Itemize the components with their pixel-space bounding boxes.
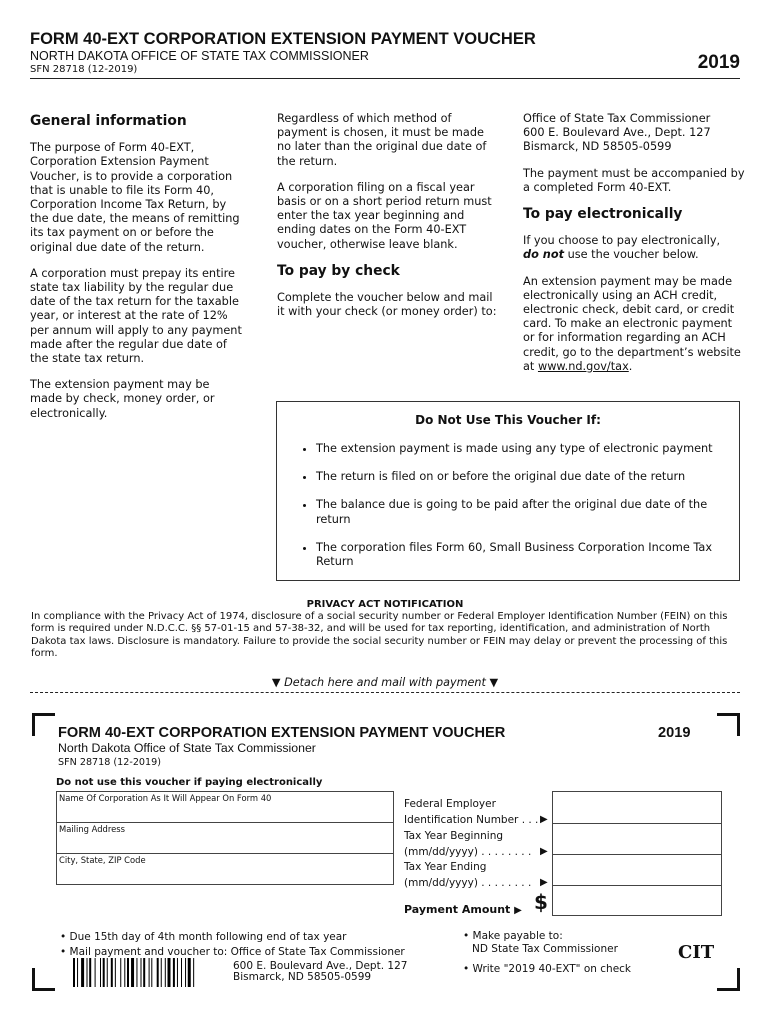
barcode-bar — [103, 958, 105, 987]
do-not-emphasis: do not — [523, 248, 564, 262]
end-label-1: Tax Year Ending — [404, 861, 487, 873]
barcode-bar — [111, 958, 113, 987]
barcode-bar — [181, 958, 182, 987]
address-line-2: 600 E. Boulevard Ave., Dept. 127 — [523, 126, 711, 140]
electronic-warning: Do not use this voucher if paying electronically — [56, 777, 323, 788]
barcode-bar — [120, 958, 121, 987]
corporation-name-field[interactable] — [56, 791, 394, 823]
payment-amount-text: Payment Amount — [404, 903, 511, 916]
mailing-address-field[interactable] — [56, 822, 394, 854]
corporation-name-label: Name Of Corporation As It Will Appear On Form 40 — [59, 793, 272, 803]
write-on-check-note: • Write "2019 40-EXT" on check — [463, 963, 632, 975]
payable-text-1: Make payable to: — [472, 930, 563, 942]
prepay-paragraph: A corporation must prepay its entire state tax liability by the regular due date of the tax return for the taxable year, or interest at the rate of 12% per annum will apply to any payment made after the regular due date of the state tax return. — [30, 266, 242, 366]
tax-year-ending-label — [404, 860, 554, 891]
barcode-bar — [100, 958, 101, 987]
barcode-bar — [81, 958, 84, 987]
barcode-bar — [131, 958, 134, 987]
arrow-icon: ▶ — [540, 846, 548, 857]
corner-mark-top-right — [717, 713, 740, 736]
electronic-payment-text: An extension payment may be made electronically using an ACH credit, electronic check, debit card, or credit card. To make an electronic payment or for information regarding an ACH credit, go to the department’s website at — [523, 274, 741, 373]
fein-label-2: Identification Number . . . — [404, 813, 539, 826]
barcode-bar — [87, 958, 88, 987]
pay-by-check-heading: To pay by check — [277, 262, 400, 279]
privacy-title: PRIVACY ACT NOTIFICATION — [306, 599, 464, 610]
payment-amount-input[interactable] — [552, 885, 722, 916]
corner-mark-bottom-right — [717, 968, 740, 991]
elec-text-b: use the voucher below. — [567, 248, 699, 262]
barcode-bar — [77, 958, 78, 987]
tax-year-ending-input[interactable] — [552, 854, 722, 886]
address-line-3: Bismarck, ND 58505-0599 — [523, 140, 672, 154]
barcode-bar — [73, 958, 75, 987]
form-title: FORM 40-EXT CORPORATION EXTENSION PAYMENT VOUCHER — [30, 30, 536, 48]
deadline-paragraph: Regardless of which method of payment is chosen, it must be made no later than the original due date of the return. — [277, 112, 487, 168]
fein-input[interactable] — [552, 791, 722, 824]
list-item: • The balance due is going to be paid after the original due date of the return — [316, 498, 721, 526]
due-date-text: Due 15th day of 4th month following end of tax year — [69, 931, 347, 943]
barcode-bar — [151, 958, 152, 987]
list-item: • The corporation files Form 60, Small Business Corporation Income Tax Return — [316, 541, 721, 569]
barcode-bar — [149, 958, 150, 987]
list-item: • The extension payment is made using any type of electronic payment — [316, 442, 721, 456]
begin-label-2: (mm/dd/yyyy) . . . . . . . . — [404, 845, 532, 858]
barcode-bar — [185, 958, 186, 987]
mail-to-note: • Mail payment and voucher to: Office of State Tax Commissioner — [60, 946, 405, 958]
barcode-bar — [143, 958, 145, 987]
pay-by-check-paragraph: Complete the voucher below and mail it with your check (or money order) to: — [277, 291, 497, 319]
detach-instruction: ▼ Detach here and mail with payment ▼ — [271, 676, 499, 689]
form-code: CIT — [678, 942, 715, 963]
payment-amount-label — [404, 903, 522, 916]
barcode-bar — [168, 958, 171, 987]
mail-to-addr2: 600 E. Boulevard Ave., Dept. 127 — [233, 960, 408, 972]
pay-electronically-heading: To pay electronically — [523, 206, 683, 223]
city-state-zip-field[interactable] — [56, 853, 394, 885]
do-not-use-paragraph — [523, 234, 745, 262]
barcode-bar — [161, 958, 162, 987]
barcode-bar — [127, 958, 129, 987]
mailing-address-label: Mailing Address — [59, 824, 125, 834]
begin-label-1: Tax Year Beginning — [404, 830, 504, 842]
corner-mark-top-left — [32, 713, 55, 736]
form-year: 2019 — [697, 52, 740, 73]
tax-year-beginning-input[interactable] — [552, 823, 722, 855]
barcode-bar — [157, 958, 159, 987]
barcode-bar — [177, 958, 178, 987]
general-info-heading: General information — [30, 113, 187, 129]
electronic-payment-paragraph — [523, 275, 745, 374]
arrow-icon: ▶ — [540, 877, 548, 888]
voucher-year: 2019 — [658, 725, 691, 741]
arrow-icon: ▶ — [514, 905, 522, 916]
general-info-paragraph: The purpose of Form 40-EXT, Corporation Extension Payment Voucher, is to provide a corporation that is unable to file its Form 40, Corporation Income Tax Return, by the due date, the means of remitting its tax payment on or before the original due date of the return. — [30, 141, 240, 254]
do-not-use-title: Do Not Use This Voucher If: — [415, 413, 601, 427]
barcode-bar — [188, 958, 191, 987]
dollar-sign: $ — [534, 890, 548, 914]
city-state-zip-label: City, State, ZIP Code — [59, 855, 146, 865]
mailing-address — [523, 112, 745, 155]
tax-year-beginning-label — [404, 829, 554, 860]
corner-mark-bottom-left — [32, 968, 55, 991]
voucher-agency: North Dakota Office of State Tax Commissioner — [58, 741, 316, 755]
fein-label-1: Federal Employer — [404, 798, 496, 810]
barcode-bar — [136, 958, 137, 987]
detach-line — [30, 692, 740, 693]
barcode-bar — [95, 958, 96, 987]
mail-to-addr1: Office of State Tax Commissioner — [230, 946, 405, 958]
header-rule — [30, 78, 740, 79]
voucher-form-number: SFN 28718 (12-2019) — [58, 757, 161, 768]
voucher-title: FORM 40-EXT CORPORATION EXTENSION PAYMENT VOUCHER — [58, 725, 506, 741]
list-item: • The return is filed on or before the original due date of the return — [316, 470, 721, 484]
barcode-bar — [165, 958, 166, 987]
arrow-icon: ▶ — [540, 814, 548, 825]
payment-methods-paragraph: The extension payment may be made by check, money order, or electronically. — [30, 378, 215, 420]
address-line-1: Office of State Tax Commissioner — [523, 112, 711, 125]
barcode-bar — [107, 958, 108, 987]
general-info-column — [30, 114, 245, 433]
period: . — [628, 359, 633, 373]
fiscal-year-paragraph: A corporation filing on a fiscal year basis or on a short period return must enter the tax year beginning and ending dates on the Form 40-EXT voucher, otherwise leave blank. — [277, 180, 492, 251]
barcode-bar — [193, 958, 194, 987]
barcode-bar — [141, 958, 142, 987]
payable-note: • Make payable to: — [463, 930, 563, 942]
agency-name: NORTH DAKOTA OFFICE OF STATE TAX COMMISSIONER — [30, 49, 369, 63]
do-not-use-box — [276, 401, 740, 581]
payable-text-2: ND State Tax Commissioner — [472, 943, 618, 955]
payment-method-column — [277, 112, 499, 331]
barcode-image — [73, 958, 223, 987]
privacy-text: In compliance with the Privacy Act of 1974, disclosure of a social security number or Federal Employer Identification Number (FEIN) on this form is required under N.D.C.C. §§ 57-01-15 and 57-38-32, and will be used for tax reporting, identification, and administration of North Dakota tax laws. Disclosure is mandatory. Failure to provide the social security number or FEIN may delay or prevent the processing of this form. — [31, 611, 728, 659]
end-label-2: (mm/dd/yyyy) . . . . . . . . — [404, 876, 532, 889]
elec-text-a: If you choose to pay electronically, — [523, 234, 721, 248]
write-text: Write "2019 40-EXT" on check — [472, 963, 632, 975]
barcode-bar — [89, 958, 91, 987]
barcode-bar — [115, 958, 116, 987]
accompany-paragraph: The payment must be accompanied by a completed Form 40-EXT. — [523, 166, 745, 194]
mail-to-addr3: Bismarck, ND 58505-0599 — [233, 971, 372, 983]
due-date-note: • Due 15th day of 4th month following end of tax year — [60, 931, 347, 943]
do-not-use-list — [302, 442, 721, 583]
fein-label — [404, 797, 554, 828]
form-number: SFN 28718 (12-2019) — [30, 64, 138, 75]
barcode-bar — [173, 958, 175, 987]
barcode-bar — [124, 958, 125, 987]
address-column — [523, 112, 745, 386]
website-link[interactable]: www.nd.gov/tax — [537, 359, 629, 373]
mail-to-prefix: Mail payment and voucher to: — [69, 946, 228, 958]
